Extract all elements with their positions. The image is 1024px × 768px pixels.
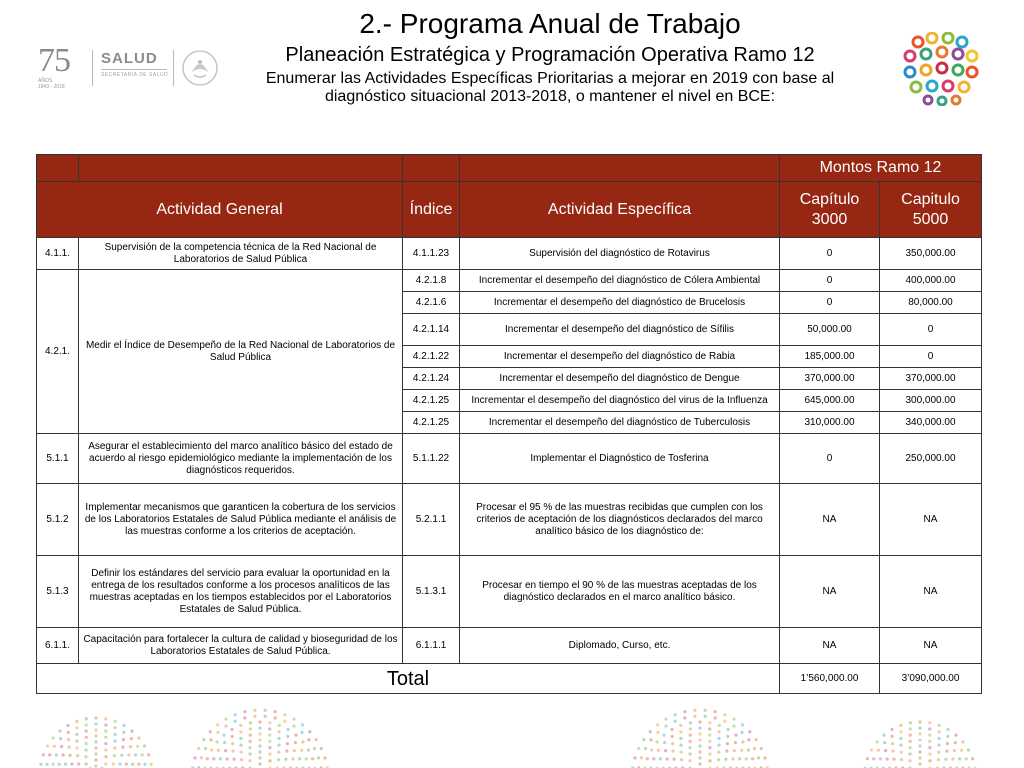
general-code-cell: 5.1.2 — [37, 484, 79, 556]
capitulo-5000-cell: 0 — [880, 314, 982, 346]
total-row — [37, 664, 982, 694]
indice-cell: 4.2.1.25 — [403, 412, 460, 434]
general-code-cell: 4.1.1. — [37, 238, 79, 270]
table-header-columns — [37, 182, 982, 238]
col-indice: Índice — [403, 182, 460, 238]
specific-activity-cell: Procesar el 95 % de las muestras recibidas que cumplen con los criterios de aceptación de los diagnósticos declarados del marco analítico básico de los diagnóstico de: — [460, 484, 780, 556]
col-capitulo-5000: Capitulo 5000 — [880, 182, 982, 238]
general-activity-cell: Capacitación para fortalecer la cultura de calidad y bioseguridad de los Laboratorios Estatales de Salud Pública. — [79, 628, 403, 664]
general-activity-cell: Asegurar el establecimiento del marco analítico básico del estado de acuerdo al riesgo epidemiológico mediante la implementación de los diagnósticos requeridos. — [79, 434, 403, 484]
anniversary-years: 1943 - 2018 — [38, 84, 65, 90]
specific-activity-cell: Incrementar el desempeño del diagnóstico de Dengue — [460, 368, 780, 390]
capitulo-5000-cell: NA — [880, 484, 982, 556]
page-description: Enumerar las Actividades Específicas Prioritarias a mejorar en 2019 con base al diagnóstico situacional 2013-2018, o mantener el nivel en BCE: — [265, 70, 835, 105]
general-code-cell: 6.1.1. — [37, 628, 79, 664]
footer-pattern-right — [860, 704, 980, 768]
general-activity-cell: Medir el Índice de Desempeño de la Red Nacional de Laboratorios de Salud Pública — [79, 270, 403, 434]
activities-table — [36, 154, 982, 694]
specific-activity-cell: Incrementar el desempeño del diagnóstico de Brucelosis — [460, 292, 780, 314]
capitulo-3000-cell: NA — [780, 484, 880, 556]
table-row — [37, 484, 982, 556]
specific-activity-cell: Diplomado, Curso, etc. — [460, 628, 780, 664]
capitulo-5000-cell: NA — [880, 628, 982, 664]
capitulo-5000-cell: 0 — [880, 346, 982, 368]
general-activity-cell: Implementar mecanismos que garanticen la cobertura de los servicios de los Laboratorios Estatales de Salud Pública mediante el análisis de las muestras conforme a los criterios de aceptación. — [79, 484, 403, 556]
col-actividad-general: Actividad General — [37, 182, 403, 238]
indice-cell: 4.2.1.25 — [403, 390, 460, 412]
table-header-top — [37, 155, 982, 182]
capitulo-3000-cell: 310,000.00 — [780, 412, 880, 434]
capitulo-5000-cell: 400,000.00 — [880, 270, 982, 292]
capitulo-3000-cell: 370,000.00 — [780, 368, 880, 390]
specific-activity-cell: Supervisión del diagnóstico de Rotavirus — [460, 238, 780, 270]
salud-name: SALUD — [101, 50, 158, 67]
indice-cell: 5.1.3.1 — [403, 556, 460, 628]
capitulo-3000-cell: NA — [780, 556, 880, 628]
mexico-coat-of-arms-icon — [180, 48, 220, 88]
specific-activity-cell: Incrementar el desempeño del diagnóstico de Cólera Ambiental — [460, 270, 780, 292]
col-actividad-especifica: Actividad Específica — [460, 182, 780, 238]
capitulo-5000-cell: 250,000.00 — [880, 434, 982, 484]
page-title: 2.- Programa Anual de Trabajo — [359, 8, 741, 39]
general-code-cell: 4.2.1. — [37, 270, 79, 434]
indice-cell: 5.1.1.22 — [403, 434, 460, 484]
capitulo-5000-cell: 80,000.00 — [880, 292, 982, 314]
anniversary-word: AÑOS — [38, 78, 53, 84]
capitulo-3000-cell: 50,000.00 — [780, 314, 880, 346]
total-capitulo-3000: 1’560,000.00 — [780, 664, 880, 694]
capitulo-3000-cell: 645,000.00 — [780, 390, 880, 412]
anniversary-75-logo — [38, 44, 82, 90]
capitulo-5000-cell: 350,000.00 — [880, 238, 982, 270]
capitulo-3000-cell: 0 — [780, 292, 880, 314]
table-row — [37, 628, 982, 664]
indice-cell: 4.2.1.6 — [403, 292, 460, 314]
page-subtitle: Planeación Estratégica y Programación Operativa Ramo 12 — [285, 44, 815, 66]
specific-activity-cell: Procesar en tiempo el 90 % de las muestras aceptadas de los diagnóstico declarados en el marco analítico básico. — [460, 556, 780, 628]
footer-pattern-center-left — [120, 704, 400, 768]
indice-cell: 4.2.1.14 — [403, 314, 460, 346]
general-code-cell: 5.1.1 — [37, 434, 79, 484]
capitulo-5000-cell: 370,000.00 — [880, 368, 982, 390]
salud-logo — [92, 50, 174, 86]
anniversary-number: 75 — [38, 42, 70, 79]
footer-pattern-center-right — [560, 704, 840, 768]
indice-cell: 4.2.1.24 — [403, 368, 460, 390]
capitulo-5000-cell: 300,000.00 — [880, 390, 982, 412]
table-row — [37, 556, 982, 628]
specific-activity-cell: Incrementar el desempeño del diagnóstico del virus de la Influenza — [460, 390, 780, 412]
table-body — [37, 238, 982, 664]
general-activity-cell: Supervisión de la competencia técnica de la Red Nacional de Laboratorios de Salud Pública — [79, 238, 403, 270]
decorative-rings-icon — [902, 32, 982, 106]
montos-header: Montos Ramo 12 — [780, 155, 982, 182]
capitulo-5000-cell: 340,000.00 — [880, 412, 982, 434]
title-block — [230, 8, 870, 106]
indice-cell: 4.1.1.23 — [403, 238, 460, 270]
secretaria-name: SECRETARÍA DE SALUD — [101, 72, 169, 78]
capitulo-3000-cell: 185,000.00 — [780, 346, 880, 368]
specific-activity-cell: Incrementar el desempeño del diagnóstico de Rabia — [460, 346, 780, 368]
capitulo-3000-cell: 0 — [780, 238, 880, 270]
table-row — [37, 270, 982, 292]
indice-cell: 4.2.1.22 — [403, 346, 460, 368]
total-capitulo-5000: 3’090,000.00 — [880, 664, 982, 694]
capitulo-3000-cell: 0 — [780, 434, 880, 484]
specific-activity-cell: Incrementar el desempeño del diagnóstico de Sífilis — [460, 314, 780, 346]
capitulo-3000-cell: 0 — [780, 270, 880, 292]
total-label: Total — [37, 664, 780, 694]
capitulo-3000-cell: NA — [780, 628, 880, 664]
specific-activity-cell: Implementar el Diagnóstico de Tosferina — [460, 434, 780, 484]
specific-activity-cell: Incrementar el desempeño del diagnóstico de Tuberculosis — [460, 412, 780, 434]
table-row — [37, 434, 982, 484]
institutional-logos — [38, 42, 228, 94]
general-code-cell: 5.1.3 — [37, 556, 79, 628]
capitulo-5000-cell: NA — [880, 556, 982, 628]
col-capitulo-3000: Capítulo 3000 — [780, 182, 880, 238]
table-row — [37, 238, 982, 270]
indice-cell: 5.2.1.1 — [403, 484, 460, 556]
general-activity-cell: Definir los estándares del servicio para evaluar la oportunidad en la entrega de los resultados conforme a los procesos analíticos de las muestras aceptadas en los tiempos establecidos por el Laboratorios Estatales de Salud Pública. — [79, 556, 403, 628]
indice-cell: 6.1.1.1 — [403, 628, 460, 664]
indice-cell: 4.2.1.8 — [403, 270, 460, 292]
